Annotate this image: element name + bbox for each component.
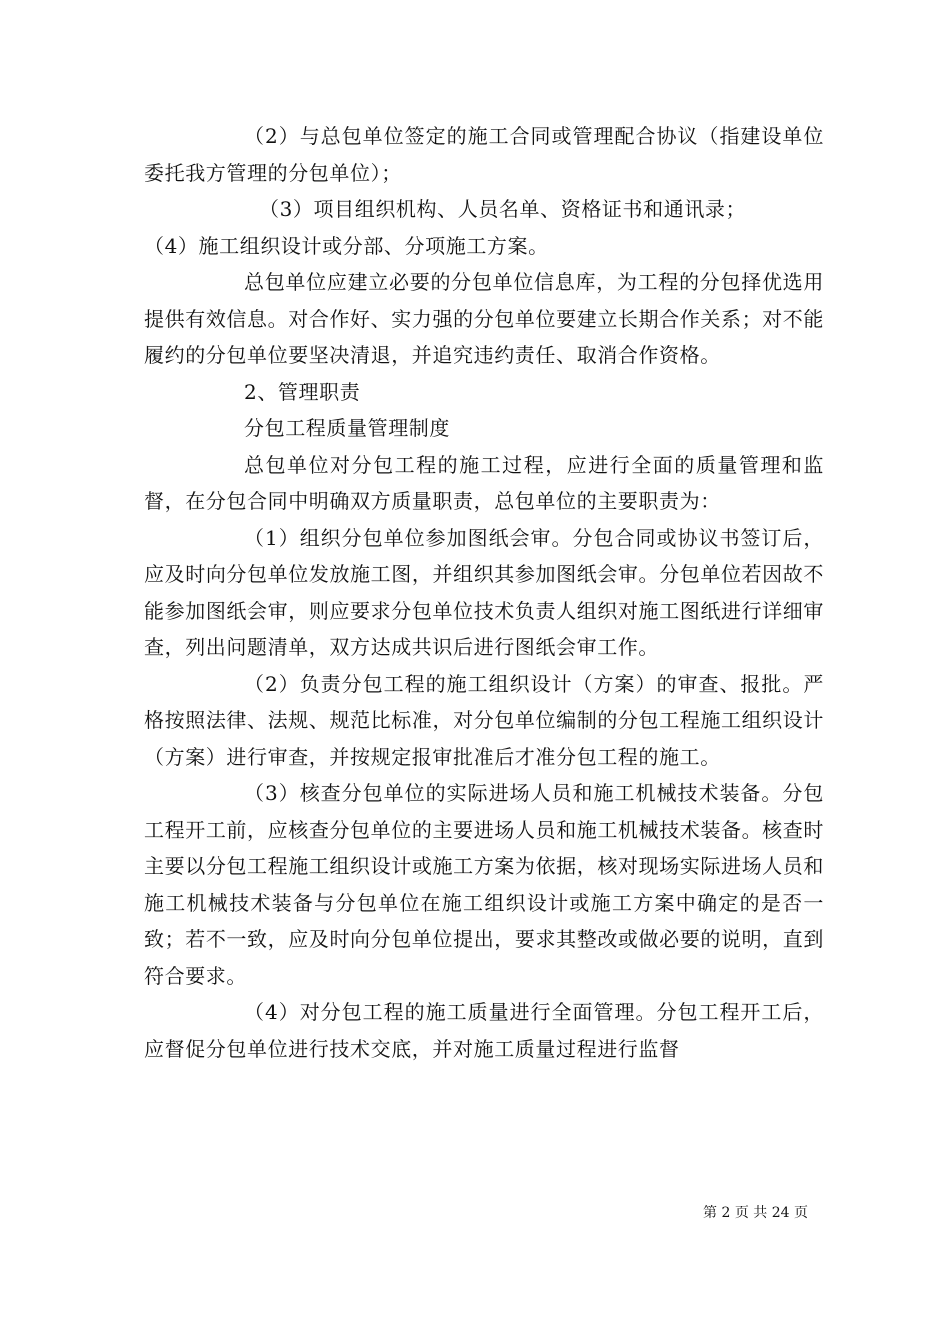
paragraph-subcontractor-database: 总包单位应建立必要的分包单位信息库，为工程的分包择优选用提供有效信息。对合作好、实力强的分包单位要建立长期合作关系；对不能履约的分包单位要坚决清退，并追究违约责任、取消合作资格。: [144, 270, 824, 367]
paragraph-duty-2: （2）负责分包工程的施工组织设计（方案）的审查、报批。严格按照法律、法规、规范比标准，对分包单位编制的分包工程施工组织设计（方案）进行审查，并按规定报审批准后才准分包工程的施工。: [144, 671, 824, 769]
paragraph-item-3: （3）项目组织机构、人员名单、资格证书和通讯录；: [259, 197, 747, 221]
paragraph-duty-1: （1）组织分包单位参加图纸会审。分包合同或协议书签订后，应及时向分包单位发放施工图，并组织其参加图纸会审。分包单位若因故不能参加图纸会审，则应要求分包单位技术负责人组织对施工图纸进行详细审查，列出问题清单，双方达成共识后进行图纸会审工作。: [144, 525, 824, 659]
paragraph-item-2: （2）与总包单位签定的施工合同或管理配合协议（指建设单位委托我方管理的分包单位）；: [144, 124, 824, 185]
paragraph-duty-3: （3）核查分包单位的实际进场人员和施工机械技术装备。分包工程开工前，应核查分包单位的主要进场人员和施工机械技术装备。核查时主要以分包工程施工组织设计或施工方案为依据，核对现场实际进场人员和施工机械技术装备与分包单位在施工组织设计或施工方案中确定的是否一致；若不一致，应及时向分包单位提出，要求其整改或做必要的说明，直到符合要求。: [144, 781, 824, 988]
subheading-quality-system: 分包工程质量管理制度: [244, 416, 450, 440]
page-number-footer: 第 2 页 共 24 页: [703, 1205, 808, 1221]
paragraph-main-duties: 总包单位对分包工程的施工过程，应进行全面的质量管理和监督，在分包合同中明确双方质量职责，总包单位的主要职责为：: [144, 452, 824, 513]
paragraph-duty-4: （4）对分包工程的施工质量进行全面管理。分包工程开工后，应督促分包单位进行技术交底，并对施工质量过程进行监督: [144, 1000, 824, 1061]
document-body: [144, 118, 824, 1067]
section-heading-responsibilities: 2、管理职责: [244, 379, 361, 404]
paragraph-item-4: （4）施工组织设计或分部、分项施工方案。: [144, 233, 549, 258]
